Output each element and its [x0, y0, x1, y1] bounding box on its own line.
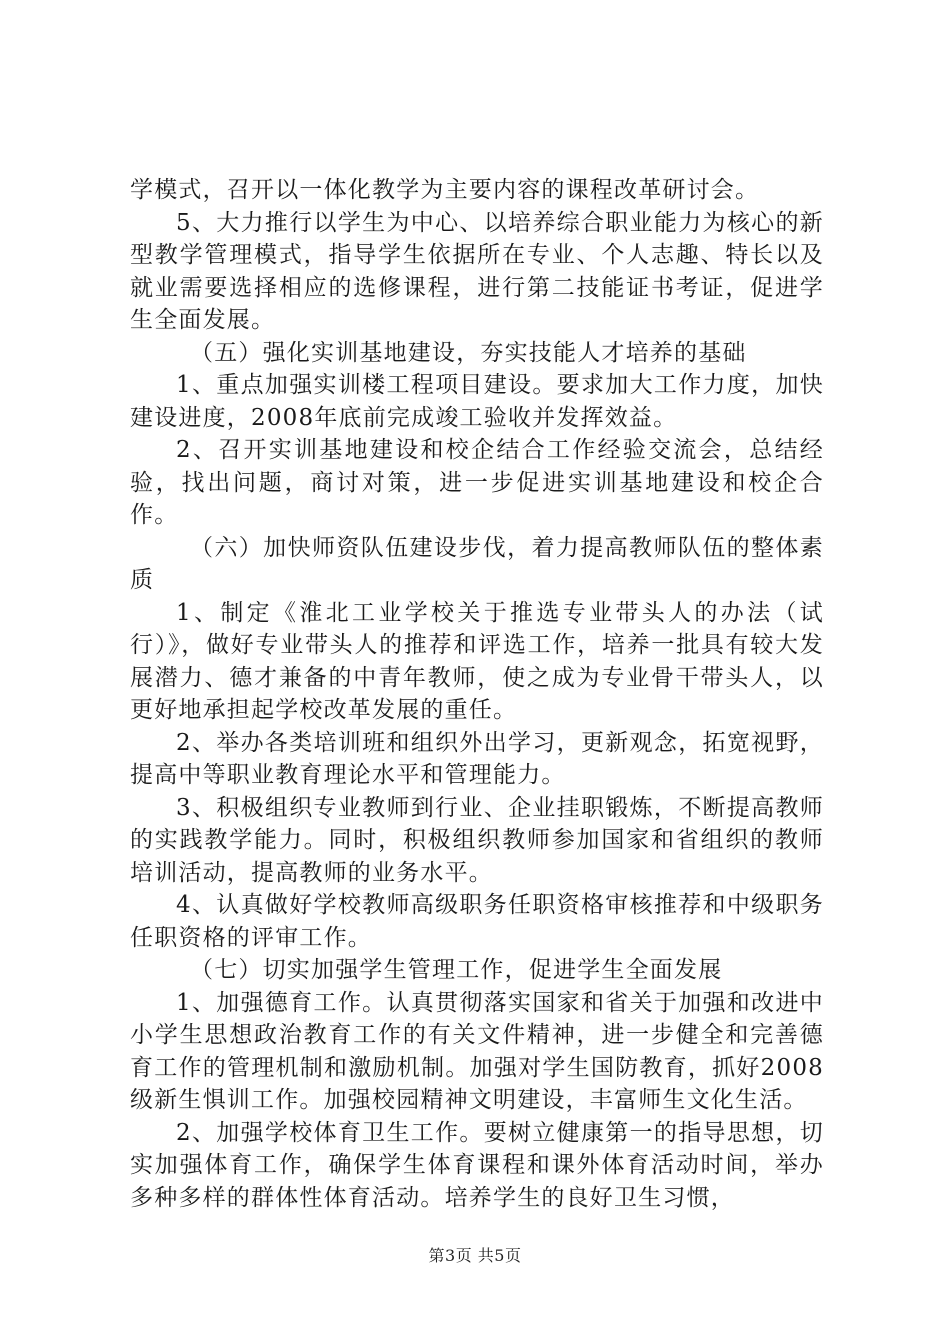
- paragraph: 5、大力推行以学生为中心、以培养综合职业能力为核心的新型教学管理模式，指导学生依据所在专业、个人志趣、特长以及就业需要选择相应的选修课程，进行第二技能证书考证，促进学生全面发展。: [130, 209, 824, 333]
- paragraph: 1、加强德育工作。认真贯彻落实国家和省关于加强和改进中小学生思想政治教育工作的有关文件精神，进一步健全和完善德育工作的管理机制和激励机制。加强对学生国防教育，抓好2008级新生惧训工作。加强校园精神文明建设，丰富师生文化生活。: [130, 989, 824, 1113]
- paragraph: 1、制定《淮北工业学校关于推选专业带头人的办法（试行）》，做好专业带头人的推荐和评选工作，培养一批具有较大发展潜力、德才兼备的中青年教师，使之成为专业骨干带头人，以更好地承担起学校改革发展的重任。: [130, 599, 824, 723]
- paragraph: 2、举办各类培训班和组织外出学习，更新观念，拓宽视野，提高中等职业教育理论水平和管理能力。: [130, 729, 824, 788]
- paragraph: 2、召开实训基地建设和校企结合工作经验交流会，总结经验，找出问题，商讨对策，进一步促进实训基地建设和校企合作。: [130, 437, 824, 528]
- paragraph: 1、重点加强实训楼工程项目建设。要求加大工作力度，加快建设进度，2008年底前完成竣工验收并发挥效益。: [130, 372, 824, 431]
- section-heading: （六）加快师资队伍建设步伐，着力提高教师队伍的整体素质: [130, 534, 824, 593]
- section-heading: （七）切实加强学生管理工作，促进学生全面发展: [190, 957, 723, 983]
- page-footer: 第3页 共5页: [428, 1246, 522, 1265]
- document-body: [130, 174, 824, 1214]
- paragraph: 3、积极组织专业教师到行业、企业挂职锻炼，不断提高教师的实践教学能力。同时，积极组织教师参加国家和省组织的教师培训活动，提高教师的业务水平。: [130, 794, 824, 886]
- paragraph: 学模式，召开以一体化教学为主要内容的课程改革研讨会。: [130, 177, 760, 203]
- section-heading: （五）强化实训基地建设，夯实技能人才培养的基础: [190, 339, 747, 366]
- paragraph: 4、认真做好学校教师高级职务任职资格审核推荐和中级职务任职资格的评审工作。: [130, 892, 824, 951]
- paragraph: 2、加强学校体育卫生工作。要树立健康第一的指导思想，切实加强体育工作，确保学生体育课程和课外体育活动时间，举办多种多样的群体性体育活动。培养学生的良好卫生习惯，: [130, 1119, 824, 1211]
